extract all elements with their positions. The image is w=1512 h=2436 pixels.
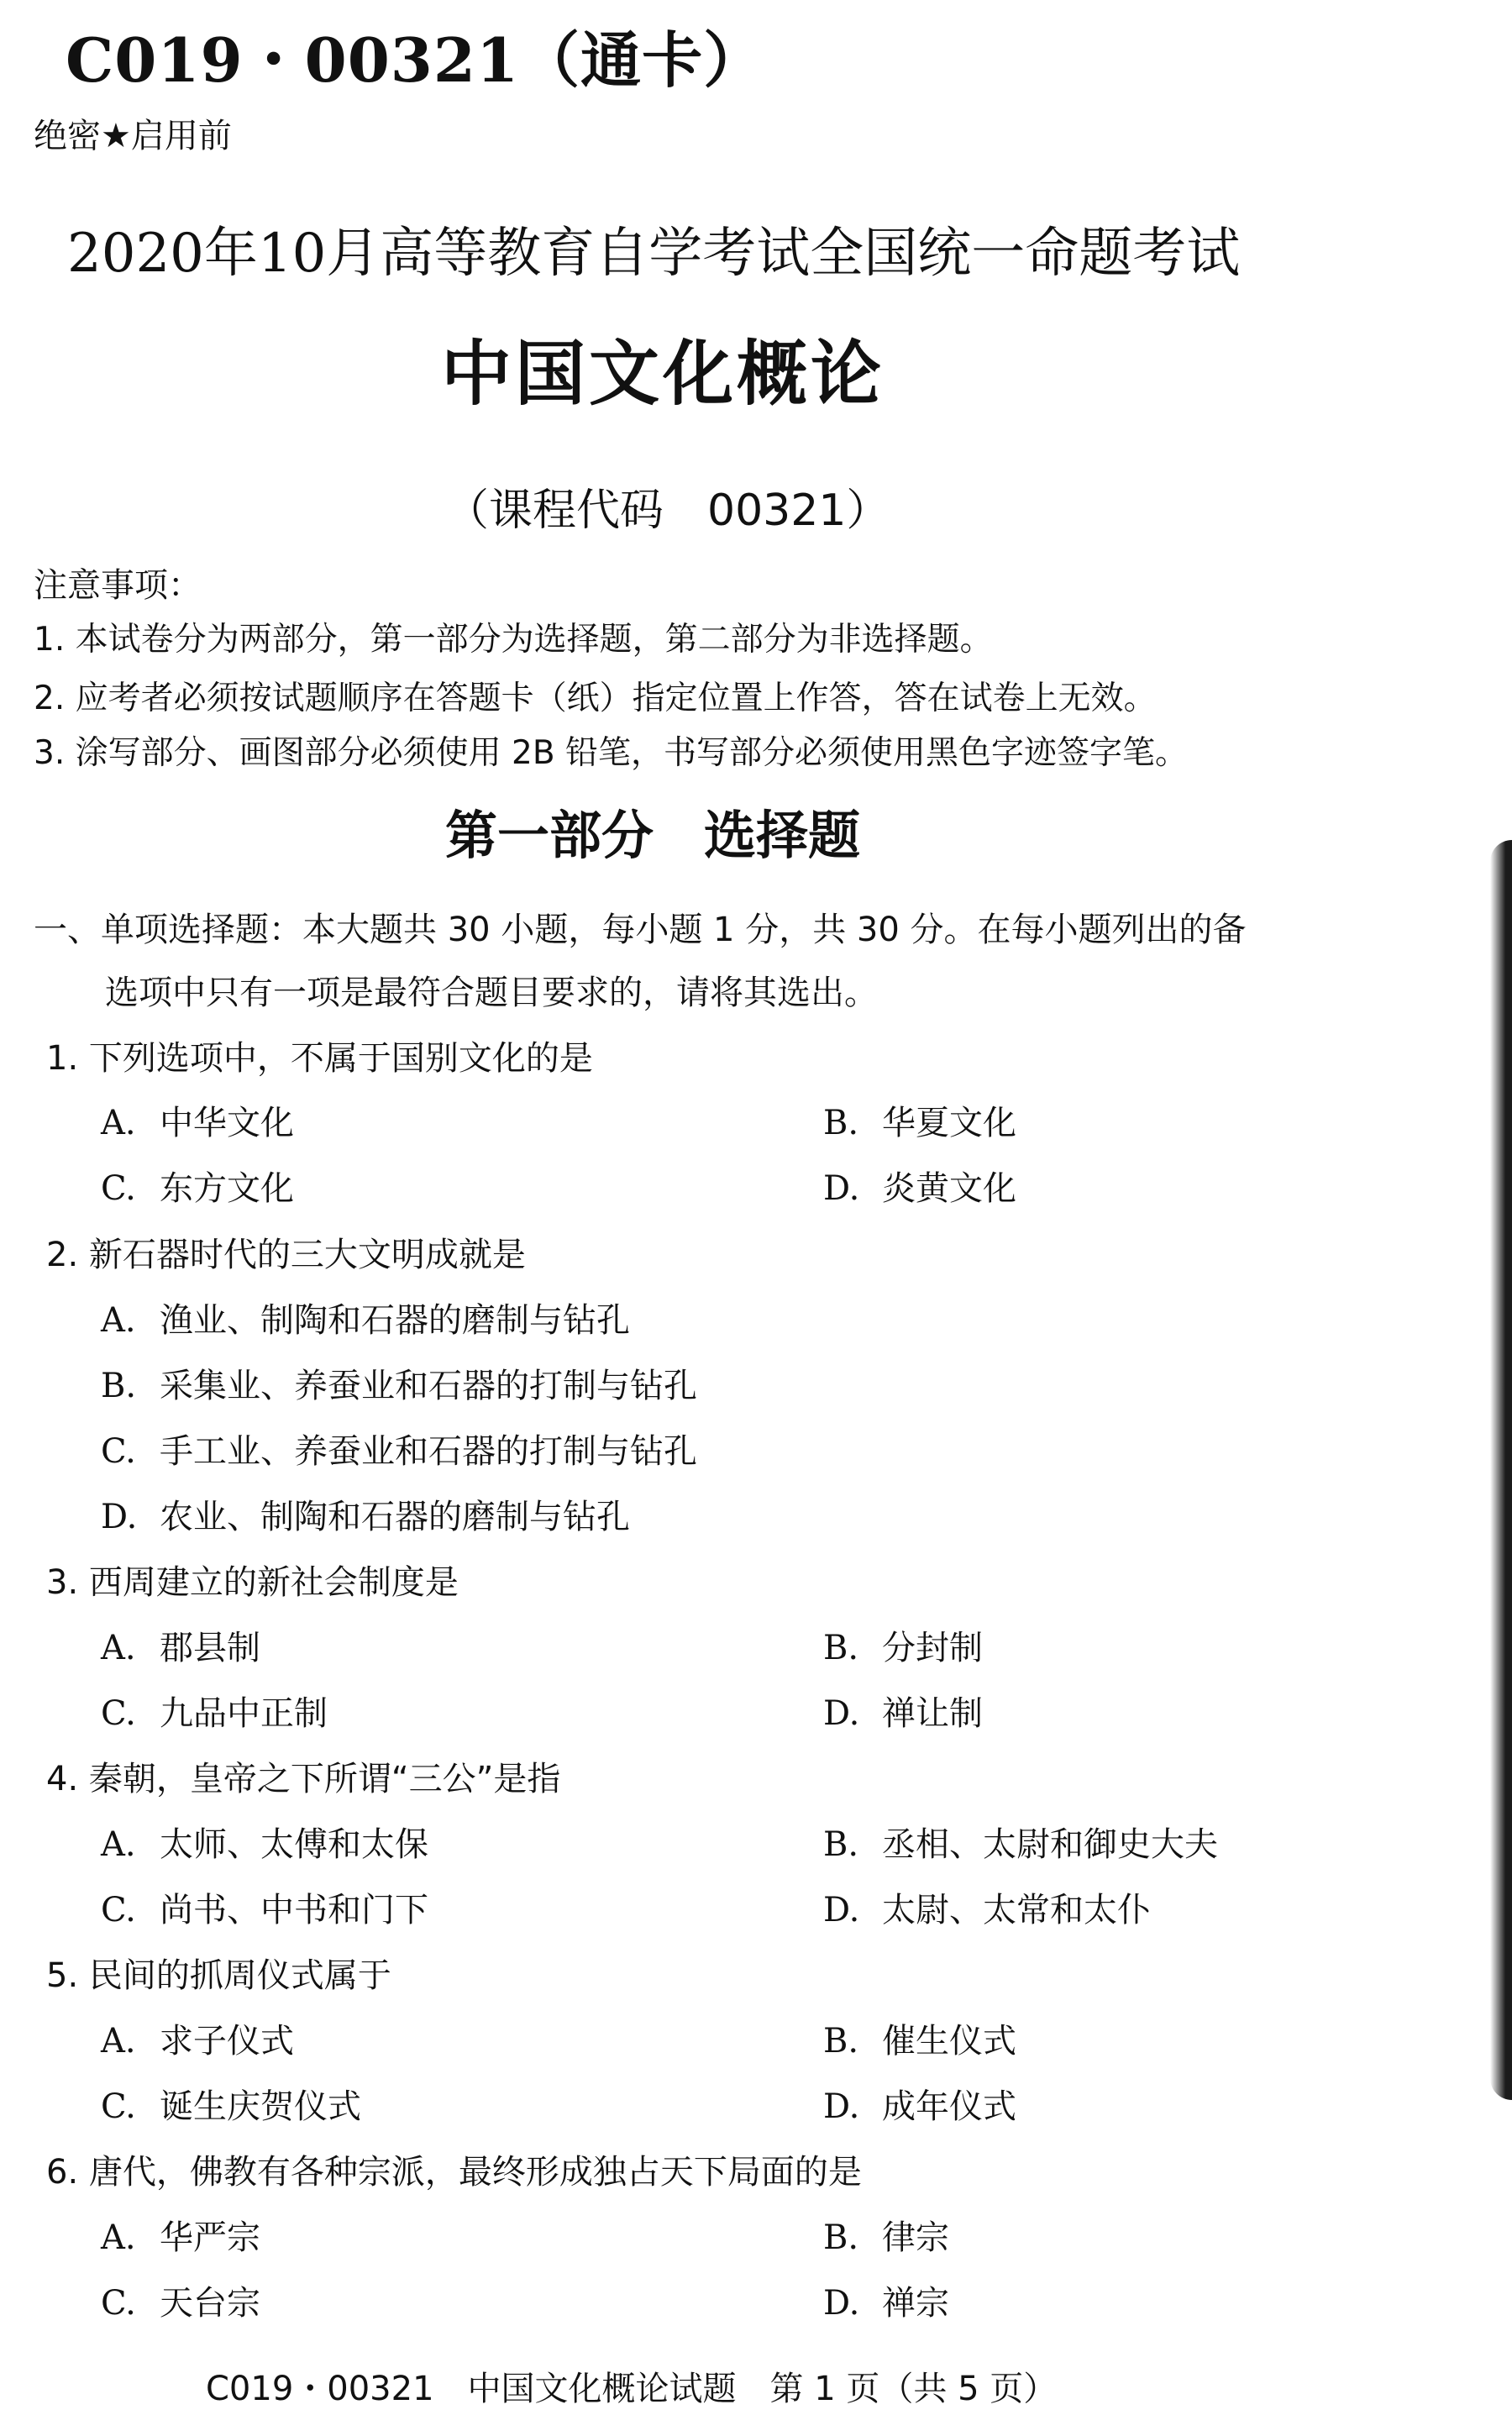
option-d: D. 成年仪式 (823, 2087, 1016, 2126)
option-a: A. 中华文化 (101, 1104, 294, 1142)
question-stem: 4. 秦朝，皇帝之下所谓“三公”是指 (46, 1760, 561, 1798)
option-d: D. 农业、制陶和石器的磨制与钻孔 (101, 1498, 630, 1536)
option-b: B. 华夏文化 (823, 1104, 1016, 1142)
option-d: D. 禅宗 (823, 2284, 949, 2323)
option-a: A. 太师、太傅和太保 (101, 1825, 428, 1864)
option-c: C. 东方文化 (101, 1169, 294, 1208)
page-edge-shadow (1490, 840, 1512, 2100)
option-d: D. 太尉、太常和太仆 (823, 1891, 1151, 1929)
subject-title: 中国文化概论 (441, 333, 885, 415)
document-id: C019・00321（通卡） (66, 24, 765, 96)
option-c: C. 诞生庆贺仪式 (101, 2087, 361, 2126)
exam-title: 2020年10月高等教育自学考试全国统一命题考试 (67, 223, 1241, 285)
option-b: B. 采集业、养蚕业和石器的打制与钻孔 (101, 1367, 697, 1405)
option-b: B. 分封制 (823, 1629, 983, 1667)
course-code: （课程代码 00321） (445, 486, 890, 536)
notice-item: 2. 应考者必须按试题顺序在答题卡（纸）指定位置上作答，答在试卷上无效。 (34, 680, 1157, 717)
option-c: C. 手工业、养蚕业和石器的打制与钻孔 (101, 1432, 697, 1471)
notice-item: 1. 本试卷分为两部分，第一部分为选择题，第二部分为非选择题。 (34, 621, 993, 659)
part1-heading-right: 选择题 (704, 805, 861, 866)
question-stem: 5. 民间的抓周仪式属于 (46, 1956, 391, 1995)
option-a: A. 求子仪式 (101, 2022, 294, 2061)
option-a: A. 渔业、制陶和石器的磨制与钻孔 (101, 1301, 630, 1340)
section-instruction: 一、单项选择题：本大题共 30 小题，每小题 1 分，共 30 分。在每小题列出的备 (34, 911, 1247, 949)
option-c: C. 九品中正制 (101, 1694, 328, 1733)
section-instruction: 选项中只有一项是最符合题目要求的，请将其选出。 (105, 974, 878, 1012)
notice-item: 3. 涂写部分、画图部分必须使用 2B 铅笔，书写部分必须使用黑色字迹签字笔。 (34, 734, 1188, 772)
part1-heading (445, 794, 860, 869)
option-c: C. 尚书、中书和门下 (101, 1891, 428, 1929)
question-stem: 2. 新石器时代的三大文明成就是 (46, 1236, 526, 1274)
option-d: D. 禅让制 (823, 1694, 983, 1733)
question-stem: 1. 下列选项中，不属于国别文化的是 (46, 1039, 593, 1078)
part1-heading-left: 第一部分 (445, 805, 654, 866)
question-stem: 6. 唐代，佛教有各种宗派，最终形成独占天下局面的是 (46, 2153, 862, 2192)
option-c: C. 天台宗 (101, 2284, 260, 2323)
option-b: B. 催生仪式 (823, 2022, 1016, 2061)
option-b: B. 丞相、太尉和御史大夫 (823, 1825, 1218, 1864)
page-footer: C019・00321 中国文化概论试题 第 1 页（共 5 页） (206, 2370, 1058, 2408)
option-a: A. 郡县制 (101, 1629, 260, 1667)
secret-label: 绝密★启用前 (34, 117, 232, 155)
question-stem: 3. 西周建立的新社会制度是 (46, 1563, 459, 1602)
option-b: B. 律宗 (823, 2218, 949, 2257)
notice-heading: 注意事项： (34, 566, 202, 605)
option-a: A. 华严宗 (101, 2218, 260, 2257)
option-d: D. 炎黄文化 (823, 1169, 1016, 1208)
